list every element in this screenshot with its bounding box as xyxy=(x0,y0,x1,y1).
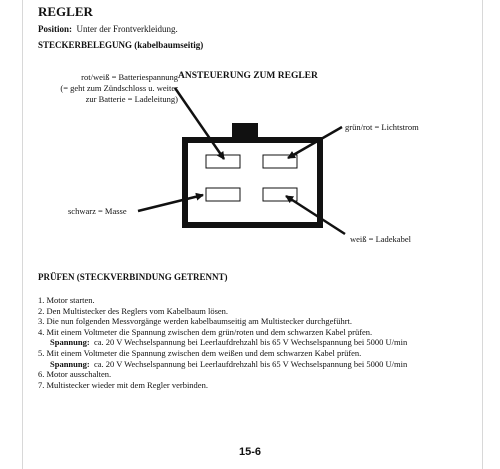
section-heading-pruefen: PRÜFEN (STECKVERBINDUNG GETRENNT) xyxy=(38,272,228,282)
step-5-spannung xyxy=(38,359,407,370)
connector-housing xyxy=(185,140,320,225)
spannung-label: Spannung: xyxy=(50,337,90,348)
test-steps-list xyxy=(38,295,407,390)
spannung-label: Spannung: xyxy=(50,358,90,369)
step-4: 4. Mit einem Voltmeter die Spannung zwischen dem grün/roten und dem schwarzen Kabel prüfen. xyxy=(38,326,373,337)
step-5: 5. Mit einem Voltmeter die Spannung zwischen dem weißen und dem schwarzen Kabel prüfen. xyxy=(38,347,362,358)
step-2: 2. Den Multistecker des Reglers vom Kabelbaum lösen. xyxy=(38,305,229,316)
label-schwarz: schwarz = Masse xyxy=(68,206,127,216)
label-rot-weiss: rot/weiß = Batteriespannung (= geht zum Zündschloss u. weiter zur Batterie = Ladeleitung) xyxy=(60,72,178,104)
label-ansteuerung: ANSTEUERUNG ZUM REGLER xyxy=(178,71,318,81)
position-text: Unter der Frontverkleidung. xyxy=(76,24,178,34)
step-3: 3. Die nun folgenden Messvorgänge werden kabelbaumseitig am Multistecker durchgeführt. xyxy=(38,316,353,327)
label-gruen-rot: grün/rot = Lichtstrom xyxy=(345,122,419,132)
position-label: Position: xyxy=(38,24,73,34)
connector-tab xyxy=(232,123,258,138)
section-heading-steckerbelegung: STECKERBELEGUNG (kabelbaumseitig) xyxy=(38,40,204,50)
step-7: 7. Multistecker wieder mit dem Regler verbinden. xyxy=(38,379,208,390)
step-6: 6. Motor ausschalten. xyxy=(38,369,112,380)
spannung-value: ca. 20 V Wechselspannung bei Leerlaufdrehzahl bis 65 V Wechselspannung bei 5000 U/min xyxy=(93,337,408,348)
page-number: 15-6 xyxy=(238,446,262,458)
step-4-spannung xyxy=(38,337,407,348)
spannung-value: ca. 20 V Wechselspannung bei Leerlaufdrehzahl bis 65 V Wechselspannung bei 5000 U/min xyxy=(93,358,408,369)
page-title: REGLER xyxy=(38,4,93,19)
step-1: 1. Motor starten. xyxy=(38,295,95,305)
pin-bottom-left xyxy=(206,188,240,201)
label-weiss: weiß = Ladekabel xyxy=(350,234,411,244)
